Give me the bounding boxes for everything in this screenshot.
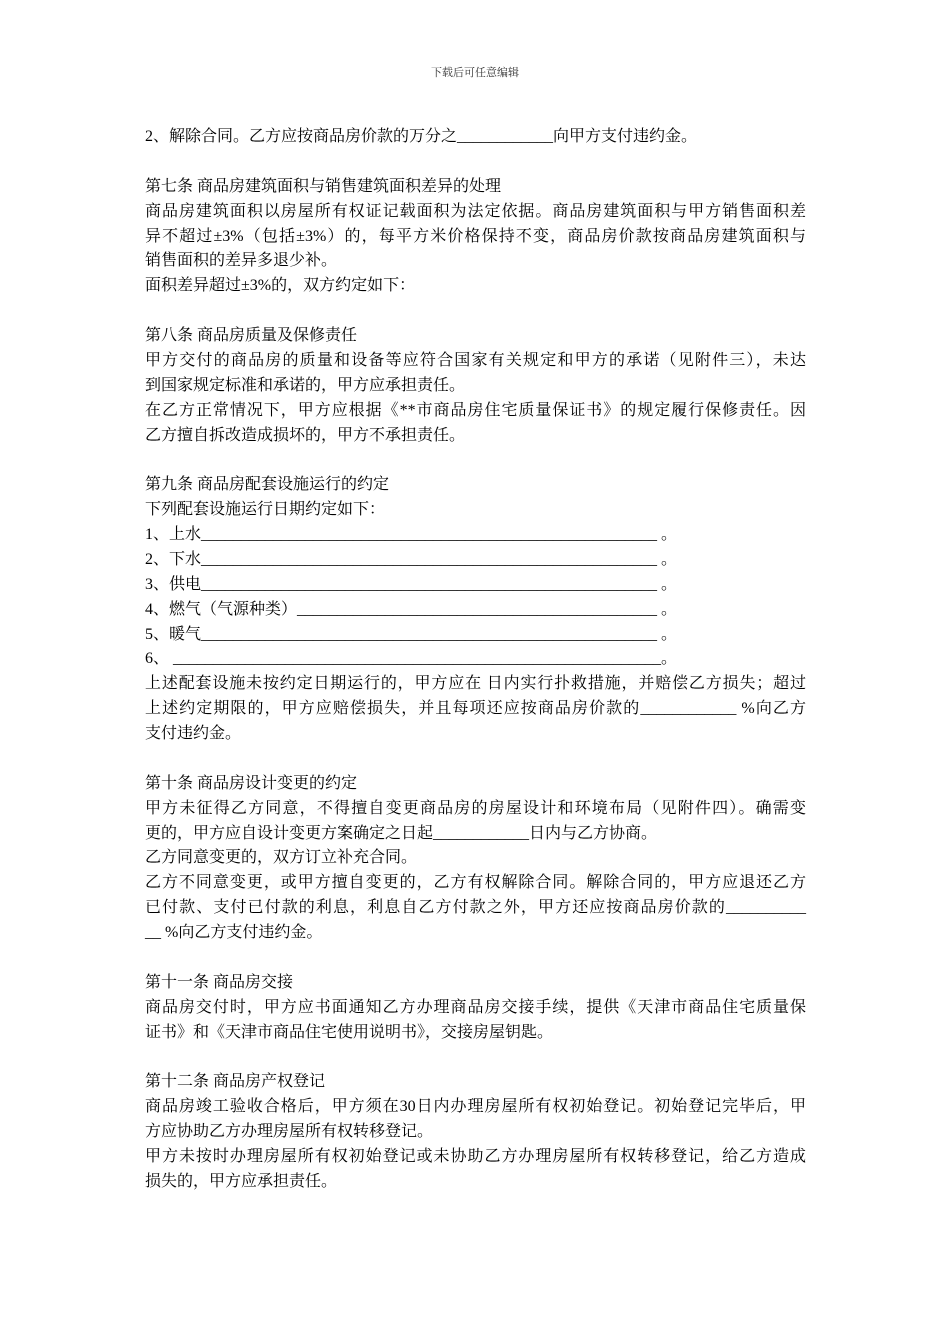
text-line: 下列配套设施运行日期约定如下： [145,501,386,519]
text-line: 商品房交付时，甲方应书面通知乙方办理商品房交接手续，提供《天津市商品住宅质量保 [145,998,806,1016]
text-line: 乙方擅自拆改造成损坏的，甲方不承担责任。 [145,426,466,444]
continued-clause [145,125,806,150]
paragraph [145,548,806,573]
paragraph [145,573,806,598]
text-line: 5、暖气_________________________________________________________ 。 [145,625,678,643]
paragraph [145,672,806,747]
text-line: 已付款、支付已付款的利息，利息自乙方付款之外，甲方还应按商品房价款的__________ [145,899,806,917]
text-line: 乙方不同意变更，或甲方擅自变更的，乙方有权解除合同。解除合同的，甲方应退还乙方 [145,874,806,892]
paragraph [145,125,806,150]
text-line: 证书》和《天津市商品住宅使用说明书》，交接房屋钥匙。 [145,1023,554,1041]
paragraph [145,200,806,275]
clause-title: 第十一条 商品房交接 [145,973,294,991]
paragraph [145,523,806,548]
paragraph [145,498,806,523]
text-line: 甲方未征得乙方同意，不得擅自变更商品房的房屋设计和环境布局（见附件四）。确需变 [145,799,806,817]
text-line: 支付违约金。 [145,725,242,742]
paragraph [145,797,806,847]
text-line: 6、 _____________________________________________________________。 [145,650,677,668]
text-line: __ %向乙方支付违约金。 [145,924,323,941]
paragraph [145,647,806,672]
text-line: 1、上水_________________________________________________________ 。 [145,526,678,543]
text-line: 3、供电_________________________________________________________ 。 [145,575,678,593]
clause-title: 第九条 商品房配套设施运行的约定 [145,476,390,494]
paragraph [145,1095,806,1145]
paragraph [145,846,806,871]
text-line: 异不超过±3%（包括±3%）的，每平方米价格保持不变，商品房价款按商品房建筑面积与 [145,227,806,245]
clause-title: 第十二条 商品房产权登记 [145,1073,326,1091]
text-line: 甲方交付的商品房的质量和设备等应符合国家有关规定和甲方的承诺（见附件三），未达 [145,351,806,369]
text-line: 上述配套设施未按约定日期运行的，甲方应在 日内实行扑救措施，并赔偿乙方损失；超过 [145,675,806,693]
page-header: 下载后可任意编辑 [431,67,519,79]
text-line: 商品房建筑面积以房屋所有权证记载面积为法定依据。商品房建筑面积与甲方销售面积差 [145,202,806,220]
paragraph [145,996,806,1046]
paragraph [145,349,806,399]
clause-title: 第十条 商品房设计变更的约定 [145,774,358,792]
text-line: 方应协助乙方办理房屋所有权转移登记。 [145,1123,434,1140]
text-line: 到国家规定标准和承诺的，甲方应承担责任。 [145,376,466,394]
paragraph [145,274,806,299]
text-line: 2、下水_________________________________________________________ 。 [145,550,678,568]
text-line: 甲方未按时办理房屋所有权初始登记或未协助乙方办理房屋所有权转移登记，给乙方造成 [145,1147,806,1165]
clause-title: 第七条 商品房建筑面积与销售建筑面积差异的处理 [145,177,502,195]
text-line: 乙方同意变更的，双方订立补充合同。 [145,849,418,867]
clause-section [145,175,806,299]
paragraph [145,623,806,648]
text-line: 更的，甲方应自设计变更方案确定之日起____________日内与乙方协商。 [145,824,658,842]
clause-section [145,324,806,448]
paragraph [145,598,806,623]
clause-title: 第八条 商品房质量及保修责任 [145,327,358,344]
paragraph [145,399,806,449]
clause-section [145,772,806,946]
clause-section [145,971,806,1046]
text-line: 2、解除合同。乙方应按商品房价款的万分之____________向甲方支付违约金。 [145,128,698,145]
text-line: 上述约定期限的，甲方应赔偿损失，并且每项还应按商品房价款的____________ %向乙方 [145,700,806,718]
paragraph [145,1145,806,1195]
text-line: 销售面积的差异多退少补。 [145,252,338,270]
text-line: 4、燃气（气源种类）_____________________________________________ 。 [145,600,678,618]
text-line: 商品房竣工验收合格后，甲方须在30日内办理房屋所有权初始登记。初始登记完毕后，甲 [145,1098,806,1116]
clause-section [145,473,806,747]
paragraph [145,871,806,946]
clause-section [145,1070,806,1194]
text-line: 损失的，甲方应承担责任。 [145,1172,338,1190]
document-body [145,125,806,1195]
text-line: 面积差异超过±3%的，双方约定如下： [145,277,416,295]
text-line: 在乙方正常情况下，甲方应根据《**市商品房住宅质量保证书》的规定履行保修责任。因 [145,401,806,419]
